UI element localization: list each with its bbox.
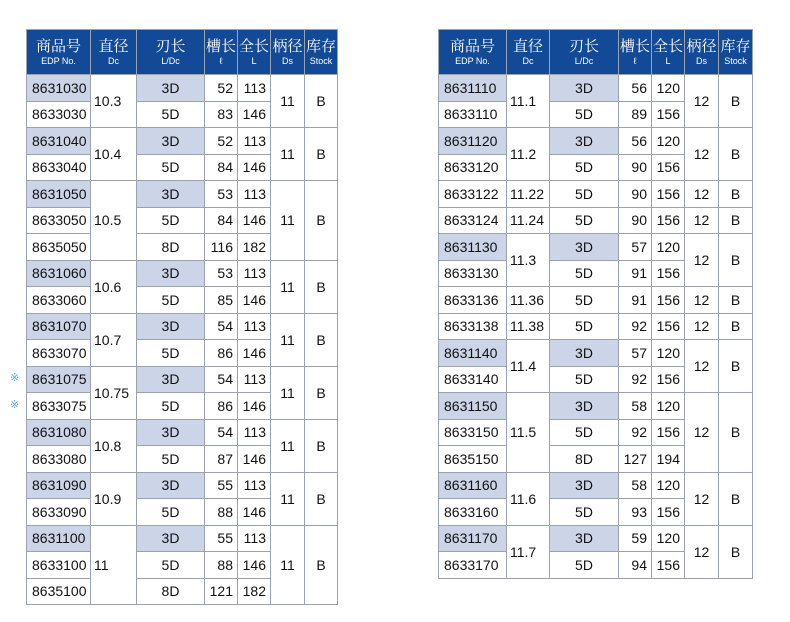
total-length-cell: 182	[238, 234, 271, 261]
diameter-cell: 11.36	[507, 287, 550, 314]
flute-length-cell: 5D	[550, 499, 619, 526]
edp-cell: 8631060	[27, 260, 91, 287]
total-length-cell: 113	[238, 419, 271, 446]
diameter-cell: 10.8	[91, 419, 137, 472]
total-length-cell: 113	[238, 525, 271, 552]
groove-length-cell: 91	[619, 260, 652, 287]
total-length-cell: 120	[652, 234, 685, 261]
total-length-cell: 156	[652, 313, 685, 340]
edp-cell: 8631170	[439, 525, 507, 552]
flute-length-cell: 3D	[550, 525, 619, 552]
diameter-cell: 10.5	[91, 181, 137, 261]
table-row	[27, 260, 338, 287]
stock-cell: B	[305, 128, 338, 181]
flute-length-cell: 5D	[550, 207, 619, 234]
groove-length-cell: 93	[619, 499, 652, 526]
flute-length-cell: 5D	[137, 552, 205, 579]
table-row	[439, 234, 753, 261]
flute-length-cell: 5D	[550, 552, 619, 579]
edp-cell: 8633124	[439, 207, 507, 234]
groove-length-cell: 56	[619, 128, 652, 155]
edp-cell: 8633070	[27, 340, 91, 367]
flute-length-cell: 3D	[550, 234, 619, 261]
edp-cell: 8633136	[439, 287, 507, 314]
flute-length-cell: 5D	[137, 207, 205, 234]
total-length-cell: 146	[238, 101, 271, 128]
flute-length-cell: 3D	[137, 366, 205, 393]
flute-length-cell: 3D	[137, 128, 205, 155]
stock-cell: B	[719, 234, 753, 287]
shank-diameter-cell: 12	[685, 181, 719, 208]
table-row	[27, 75, 338, 102]
shank-diameter-cell: 12	[685, 234, 719, 287]
stock-cell: B	[719, 313, 753, 340]
groove-length-cell: 84	[205, 207, 238, 234]
diameter-cell: 11.5	[507, 393, 550, 473]
total-length-cell: 156	[652, 552, 685, 579]
edp-cell: 8633150	[439, 419, 507, 446]
total-length-cell: 146	[238, 154, 271, 181]
groove-length-cell: 90	[619, 181, 652, 208]
flute-length-cell: 8D	[137, 234, 205, 261]
table-row	[439, 393, 753, 420]
groove-length-cell: 58	[619, 393, 652, 420]
total-length-cell: 156	[652, 154, 685, 181]
stock-cell: B	[719, 287, 753, 314]
table-row	[27, 181, 338, 208]
stock-cell: B	[305, 472, 338, 525]
edp-cell: 8631100	[27, 525, 91, 552]
shank-diameter-cell: 12	[685, 287, 719, 314]
groove-length-cell: 116	[205, 234, 238, 261]
groove-length-cell: 56	[619, 75, 652, 102]
table-row	[27, 128, 338, 155]
groove-length-cell: 55	[205, 472, 238, 499]
total-length-cell: 146	[238, 499, 271, 526]
shank-diameter-cell: 11	[271, 260, 305, 313]
flute-length-cell: 3D	[550, 128, 619, 155]
total-length-cell: 113	[238, 472, 271, 499]
flute-length-cell: 5D	[550, 313, 619, 340]
edp-cell: 8633100	[27, 552, 91, 579]
total-length-cell: 113	[238, 366, 271, 393]
total-length-cell: 146	[238, 446, 271, 473]
table-row	[27, 366, 338, 393]
header-edp: 商品号 EDP No.	[439, 30, 507, 75]
diameter-cell: 11	[91, 525, 137, 605]
total-length-cell: 156	[652, 287, 685, 314]
total-length-cell: 113	[238, 181, 271, 208]
header-groove-length: 槽长 ℓ	[619, 30, 652, 75]
edp-cell: 8635100	[27, 578, 91, 605]
stock-cell: B	[305, 419, 338, 472]
shank-diameter-cell: 12	[685, 393, 719, 473]
edp-cell: 8631080	[27, 419, 91, 446]
edp-cell: 8631160	[439, 472, 507, 499]
total-length-cell: 156	[652, 101, 685, 128]
edp-cell: 8631075	[27, 366, 91, 393]
groove-length-cell: 53	[205, 181, 238, 208]
diameter-cell: 11.6	[507, 472, 550, 525]
groove-length-cell: 57	[619, 234, 652, 261]
total-length-cell: 156	[652, 366, 685, 393]
flute-length-cell: 5D	[137, 446, 205, 473]
footnote-mark-icon: ※	[10, 372, 20, 385]
groove-length-cell: 84	[205, 154, 238, 181]
header-diameter: 直径 Dc	[507, 30, 550, 75]
spec-table-left	[26, 29, 338, 605]
edp-cell: 8633075	[27, 393, 91, 420]
edp-cell: 8631050	[27, 181, 91, 208]
flute-length-cell: 3D	[137, 472, 205, 499]
table-row	[27, 419, 338, 446]
total-length-cell: 120	[652, 75, 685, 102]
flute-length-cell: 3D	[550, 393, 619, 420]
flute-length-cell: 5D	[550, 101, 619, 128]
edp-cell: 8633160	[439, 499, 507, 526]
shank-diameter-cell: 12	[685, 207, 719, 234]
total-length-cell: 113	[238, 75, 271, 102]
shank-diameter-cell: 11	[271, 419, 305, 472]
header-flute-length: 刃长 L/Dc	[137, 30, 205, 75]
stock-cell: B	[305, 260, 338, 313]
edp-cell: 8631040	[27, 128, 91, 155]
shank-diameter-cell: 12	[685, 75, 719, 128]
groove-length-cell: 92	[619, 419, 652, 446]
shank-diameter-cell: 11	[271, 128, 305, 181]
flute-length-cell: 3D	[550, 75, 619, 102]
diameter-cell: 10.7	[91, 313, 137, 366]
groove-length-cell: 127	[619, 446, 652, 473]
stock-cell: B	[305, 313, 338, 366]
groove-length-cell: 54	[205, 313, 238, 340]
edp-cell: 8633080	[27, 446, 91, 473]
total-length-cell: 156	[652, 260, 685, 287]
flute-length-cell: 5D	[137, 287, 205, 314]
edp-cell: 8633060	[27, 287, 91, 314]
edp-cell: 8631110	[439, 75, 507, 102]
total-length-cell: 113	[238, 128, 271, 155]
table-row	[439, 128, 753, 155]
edp-cell: 8631130	[439, 234, 507, 261]
groove-length-cell: 92	[619, 366, 652, 393]
groove-length-cell: 58	[619, 472, 652, 499]
flute-length-cell: 5D	[550, 154, 619, 181]
edp-cell: 8631070	[27, 313, 91, 340]
footnote-mark-icon: ※	[10, 398, 20, 411]
total-length-cell: 146	[238, 393, 271, 420]
shank-diameter-cell: 12	[685, 340, 719, 393]
total-length-cell: 120	[652, 472, 685, 499]
diameter-cell: 11.24	[507, 207, 550, 234]
groove-length-cell: 83	[205, 101, 238, 128]
groove-length-cell: 86	[205, 393, 238, 420]
stock-cell: B	[719, 472, 753, 525]
table-row	[27, 313, 338, 340]
flute-length-cell: 5D	[550, 366, 619, 393]
flute-length-cell: 3D	[137, 75, 205, 102]
flute-length-cell: 3D	[550, 340, 619, 367]
table-row	[439, 313, 753, 340]
edp-cell: 8633170	[439, 552, 507, 579]
groove-length-cell: 85	[205, 287, 238, 314]
total-length-cell: 120	[652, 128, 685, 155]
table-row	[439, 181, 753, 208]
groove-length-cell: 88	[205, 552, 238, 579]
edp-cell: 8635150	[439, 446, 507, 473]
diameter-cell: 11.4	[507, 340, 550, 393]
stock-cell: B	[719, 393, 753, 473]
header-shank-diameter: 柄径 Ds	[271, 30, 305, 75]
flute-length-cell: 3D	[137, 525, 205, 552]
stock-cell: B	[305, 75, 338, 128]
groove-length-cell: 57	[619, 340, 652, 367]
edp-cell: 8635050	[27, 234, 91, 261]
diameter-cell: 11.22	[507, 181, 550, 208]
total-length-cell: 120	[652, 393, 685, 420]
diameter-cell: 10.6	[91, 260, 137, 313]
table-row	[439, 75, 753, 102]
total-length-cell: 156	[652, 419, 685, 446]
diameter-cell: 11.3	[507, 234, 550, 287]
groove-length-cell: 55	[205, 525, 238, 552]
diameter-cell: 10.75	[91, 366, 137, 419]
shank-diameter-cell: 11	[271, 472, 305, 525]
edp-cell: 8631120	[439, 128, 507, 155]
stock-cell: B	[719, 340, 753, 393]
edp-cell: 8633040	[27, 154, 91, 181]
diameter-cell: 11.7	[507, 525, 550, 578]
groove-length-cell: 91	[619, 287, 652, 314]
header-diameter: 直径 Dc	[91, 30, 137, 75]
edp-cell: 8631030	[27, 75, 91, 102]
total-length-cell: 120	[652, 525, 685, 552]
diameter-cell: 10.9	[91, 472, 137, 525]
shank-diameter-cell: 11	[271, 313, 305, 366]
stock-cell: B	[305, 366, 338, 419]
edp-cell: 8633090	[27, 499, 91, 526]
flute-length-cell: 8D	[137, 578, 205, 605]
total-length-cell: 146	[238, 287, 271, 314]
shank-diameter-cell: 12	[685, 313, 719, 340]
edp-cell: 8633120	[439, 154, 507, 181]
flute-length-cell: 5D	[137, 393, 205, 420]
edp-cell: 8633140	[439, 366, 507, 393]
flute-length-cell: 3D	[137, 313, 205, 340]
total-length-cell: 120	[652, 340, 685, 367]
diameter-cell: 10.4	[91, 128, 137, 181]
table-row	[439, 340, 753, 367]
groove-length-cell: 59	[619, 525, 652, 552]
flute-length-cell: 5D	[137, 340, 205, 367]
diameter-cell: 11.1	[507, 75, 550, 128]
header-row	[439, 30, 753, 75]
groove-length-cell: 94	[619, 552, 652, 579]
flute-length-cell: 3D	[137, 260, 205, 287]
groove-length-cell: 53	[205, 260, 238, 287]
header-total-length: 全长 L	[238, 30, 271, 75]
stock-cell: B	[719, 207, 753, 234]
stock-cell: B	[305, 181, 338, 261]
groove-length-cell: 54	[205, 366, 238, 393]
flute-length-cell: 5D	[550, 287, 619, 314]
edp-cell: 8631090	[27, 472, 91, 499]
edp-cell: 8633122	[439, 181, 507, 208]
table-row	[439, 287, 753, 314]
stock-cell: B	[719, 525, 753, 578]
groove-length-cell: 90	[619, 154, 652, 181]
header-shank-diameter: 柄径 Ds	[685, 30, 719, 75]
shank-diameter-cell: 12	[685, 128, 719, 181]
groove-length-cell: 121	[205, 578, 238, 605]
total-length-cell: 156	[652, 499, 685, 526]
flute-length-cell: 5D	[137, 101, 205, 128]
shank-diameter-cell: 11	[271, 525, 305, 605]
edp-cell: 8633138	[439, 313, 507, 340]
flute-length-cell: 3D	[137, 181, 205, 208]
flute-length-cell: 8D	[550, 446, 619, 473]
stock-cell: B	[305, 525, 338, 605]
flute-length-cell: 5D	[550, 419, 619, 446]
stock-cell: B	[719, 128, 753, 181]
table-row	[439, 525, 753, 552]
groove-length-cell: 87	[205, 446, 238, 473]
spec-table-right	[438, 29, 753, 579]
flute-length-cell: 5D	[137, 154, 205, 181]
groove-length-cell: 86	[205, 340, 238, 367]
groove-length-cell: 54	[205, 419, 238, 446]
flute-length-cell: 5D	[137, 499, 205, 526]
shank-diameter-cell: 11	[271, 181, 305, 261]
total-length-cell: 146	[238, 207, 271, 234]
shank-diameter-cell: 11	[271, 75, 305, 128]
header-stock: 库存 Stock	[305, 30, 338, 75]
header-flute-length: 刃长 L/Dc	[550, 30, 619, 75]
header-total-length: 全长 L	[652, 30, 685, 75]
total-length-cell: 156	[652, 181, 685, 208]
total-length-cell: 113	[238, 260, 271, 287]
total-length-cell: 194	[652, 446, 685, 473]
table-row	[27, 525, 338, 552]
groove-length-cell: 52	[205, 75, 238, 102]
shank-diameter-cell: 12	[685, 472, 719, 525]
flute-length-cell: 3D	[137, 419, 205, 446]
shank-diameter-cell: 12	[685, 525, 719, 578]
groove-length-cell: 88	[205, 499, 238, 526]
edp-cell: 8633130	[439, 260, 507, 287]
stock-cell: B	[719, 75, 753, 128]
header-row	[27, 30, 338, 75]
header-edp: 商品号 EDP No.	[27, 30, 91, 75]
edp-cell: 8631140	[439, 340, 507, 367]
table-row	[439, 472, 753, 499]
edp-cell: 8633030	[27, 101, 91, 128]
table-row	[27, 472, 338, 499]
groove-length-cell: 89	[619, 101, 652, 128]
shank-diameter-cell: 11	[271, 366, 305, 419]
table-row	[439, 207, 753, 234]
flute-length-cell: 3D	[550, 472, 619, 499]
stock-cell: B	[719, 181, 753, 208]
total-length-cell: 146	[238, 340, 271, 367]
edp-cell: 8631150	[439, 393, 507, 420]
diameter-cell: 11.2	[507, 128, 550, 181]
total-length-cell: 156	[652, 207, 685, 234]
flute-length-cell: 5D	[550, 181, 619, 208]
edp-cell: 8633110	[439, 101, 507, 128]
flute-length-cell: 5D	[550, 260, 619, 287]
edp-cell: 8633050	[27, 207, 91, 234]
total-length-cell: 182	[238, 578, 271, 605]
groove-length-cell: 52	[205, 128, 238, 155]
diameter-cell: 11.38	[507, 313, 550, 340]
groove-length-cell: 92	[619, 313, 652, 340]
header-stock: 库存 Stock	[719, 30, 753, 75]
groove-length-cell: 90	[619, 207, 652, 234]
total-length-cell: 113	[238, 313, 271, 340]
diameter-cell: 10.3	[91, 75, 137, 128]
total-length-cell: 146	[238, 552, 271, 579]
header-groove-length: 槽长 ℓ	[205, 30, 238, 75]
